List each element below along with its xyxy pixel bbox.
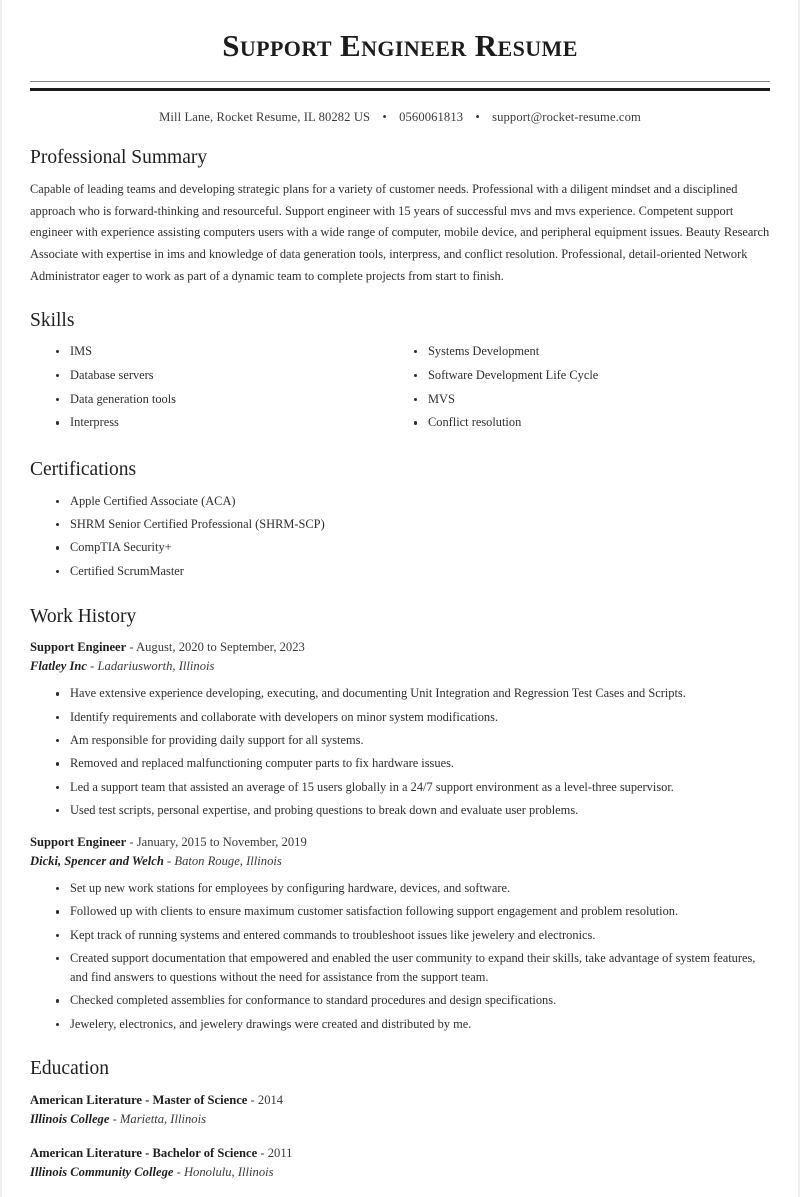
contact-email[interactable]: support@rocket-resume.com <box>492 109 641 124</box>
education-school: Illinois Community College <box>30 1165 174 1180</box>
education-school-line: Illinois College - Marietta, Illinois <box>30 1112 206 1127</box>
job-subheader: Flatley Inc - Ladariusworth, Illinois <box>30 659 215 674</box>
section-heading-skills: Skills <box>30 309 75 331</box>
list-item: SHRM Senior Certified Professional (SHRM-SCP) <box>56 515 770 534</box>
education-degree-line: American Literature - Bachelor of Science - 2011 <box>30 1145 293 1160</box>
title-divider <box>30 81 770 91</box>
list-item: Followed up with clients to ensure maximum customer satisfaction following support engagement and problem resolution. <box>56 902 770 921</box>
summary-paragraph: Capable of leading teams and developing strategic plans for a variety of customer needs. Professional with a diligent mindset and a disciplined approach who is forward-thinking and resourceful. Support engineer with 15 years of successful mvs and mvs experience. Competent support engineer with experience assisting computers users with a wide range of computer, mobile device, and peripheral equipment issues. Beauty Research Associate with expertise in ims and knowledge of data generation tools, interpress, and conflict resolution. Professional, detail-oriented Network Administrator eager to work as part of a dynamic team to complete projects from start to finish. <box>30 182 770 283</box>
skills-list-left <box>30 342 400 432</box>
skills-list-right <box>400 342 770 432</box>
contact-address: Mill Lane, Rocket Resume, IL 80282 US <box>159 109 371 124</box>
job-dates: August, 2020 to September, 2023 <box>136 639 305 654</box>
list-item: Checked completed assemblies for conformance to standard procedures and design specifications. <box>56 991 770 1010</box>
contact-separator-1: • <box>382 109 387 124</box>
list-item: Kept track of running systems and entered commands to troubleshoot issues like jewelery and electronics. <box>56 926 770 945</box>
education-degree-line: American Literature - Master of Science - 2014 <box>30 1092 284 1107</box>
skills-column-left <box>30 342 400 437</box>
list-item: Led a support team that assisted an average of 15 users globally in a 24/7 support environment as a level-three supervisor. <box>56 778 770 797</box>
education-entry <box>30 1091 770 1130</box>
list-item: Created support documentation that empowered and enabled the user community to expand their skills, take advantage of system features, and find answers to questions without the need for assistance from the support team. <box>56 949 770 987</box>
list-item: IMS <box>56 342 400 361</box>
job-dates: January, 2015 to November, 2019 <box>136 834 307 849</box>
list-item: Have extensive experience developing, executing, and documenting Unit Integration and Regression Test Cases and Scripts. <box>56 684 770 703</box>
education-year: 2014 <box>257 1092 284 1107</box>
job-company: Flatley Inc <box>30 659 88 674</box>
list-item: Identify requirements and collaborate with developers on minor system modifications. <box>56 708 770 727</box>
education-year: 2011 <box>267 1145 293 1160</box>
section-certifications <box>30 458 770 580</box>
section-heading-education: Education <box>30 1058 110 1080</box>
education-entry <box>30 1144 770 1183</box>
job-title: Support Engineer <box>30 834 127 849</box>
list-item: Interpress <box>56 413 400 432</box>
list-item: Apple Certified Associate (ACA) <box>56 492 770 511</box>
job-subheader: Dicki, Spencer and Welch - Baton Rouge, Illinois <box>30 853 282 868</box>
section-heading-work-history: Work History <box>30 605 137 627</box>
work-history-entry <box>30 638 770 820</box>
list-item: Used test scripts, personal expertise, and probing questions to break down and evaluate user problems. <box>56 801 770 820</box>
job-location: Baton Rouge, Illinois <box>174 853 282 868</box>
certifications-list <box>30 492 770 581</box>
section-work-history <box>30 605 770 1034</box>
section-education <box>30 1057 770 1196</box>
job-bullets <box>30 879 770 1033</box>
list-item: Database servers <box>56 366 400 385</box>
job-title: Support Engineer <box>30 639 127 654</box>
job-header: Support Engineer - January, 2015 to November, 2019 <box>30 834 307 849</box>
list-item: MVS <box>414 390 770 409</box>
section-professional-summary <box>30 146 770 288</box>
list-item: Set up new work stations for employees by configuring hardware, devices, and software. <box>56 879 770 898</box>
list-item: Data generation tools <box>56 390 400 409</box>
contact-separator-2: • <box>475 109 480 124</box>
job-location: Ladariusworth, Illinois <box>97 659 215 674</box>
list-item: Jewelery, electronics, and jewelery drawings were created and distributed by me. <box>56 1015 770 1034</box>
education-school-line: Illinois Community College - Honolulu, Illinois <box>30 1165 274 1180</box>
skills-columns <box>30 342 770 437</box>
list-item: Certified ScrumMaster <box>56 562 770 581</box>
list-item: Software Development Life Cycle <box>414 366 770 385</box>
education-location: Honolulu, Illinois <box>183 1165 274 1180</box>
list-item: CompTIA Security+ <box>56 538 770 557</box>
job-company: Dicki, Spencer and Welch <box>30 853 164 868</box>
education-degree: American Literature - Bachelor of Science <box>30 1145 258 1160</box>
skills-column-right <box>400 342 770 437</box>
education-school: Illinois College <box>30 1112 110 1127</box>
education-degree: American Literature - Master of Science <box>30 1092 248 1107</box>
section-skills <box>30 309 770 438</box>
section-heading-certifications: Certifications <box>30 459 137 481</box>
contact-line <box>30 110 770 125</box>
job-bullets <box>30 684 770 820</box>
education-location: Marietta, Illinois <box>119 1112 206 1127</box>
list-item: Conflict resolution <box>414 413 770 432</box>
section-heading-summary: Professional Summary <box>30 146 208 168</box>
list-item: Removed and replaced malfunctioning computer parts to fix hardware issues. <box>56 754 770 773</box>
list-item: Systems Development <box>414 342 770 361</box>
job-header: Support Engineer - August, 2020 to September, 2023 <box>30 639 305 654</box>
list-item: Am responsible for providing daily support for all systems. <box>56 731 770 750</box>
work-history-entry <box>30 833 770 1034</box>
page-title: Support Engineer Resume <box>222 28 578 63</box>
contact-phone[interactable]: 0560061813 <box>399 109 464 124</box>
